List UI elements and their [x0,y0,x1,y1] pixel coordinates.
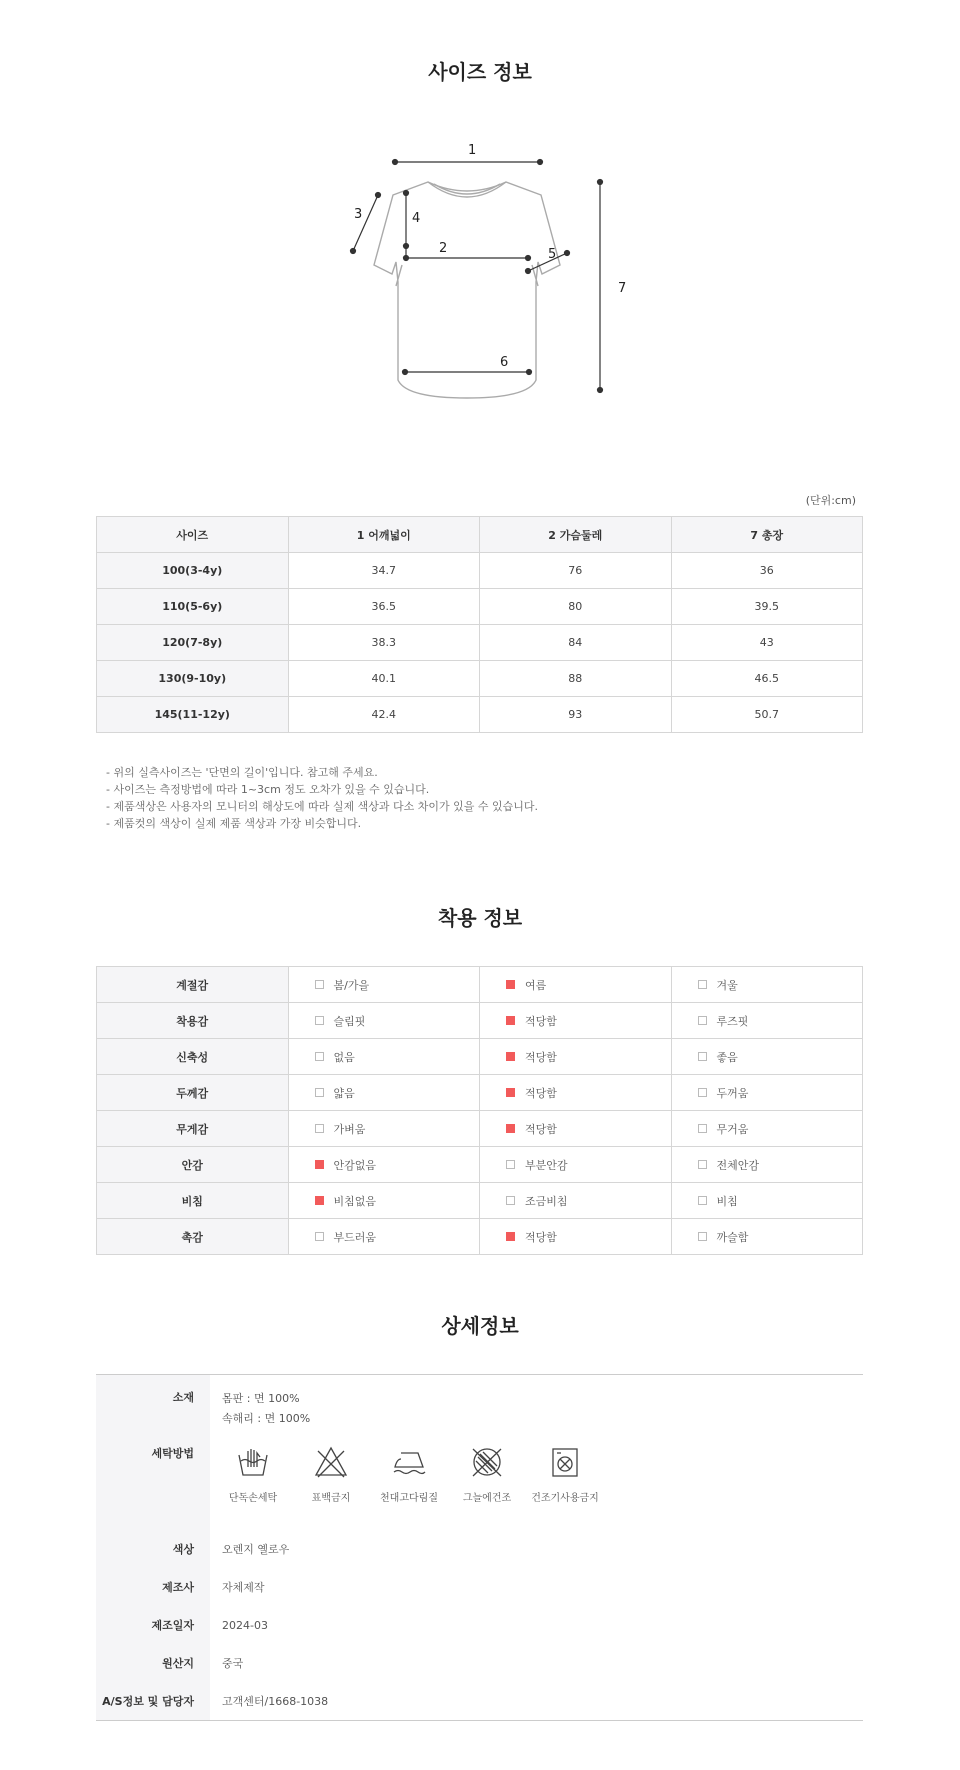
size-table-row [97,625,863,661]
material-line: 몸판 : 면 100% [222,1392,300,1405]
detail-value: 자체제작 [222,1581,265,1594]
checked-box-icon [506,1232,515,1241]
checked-box-icon [506,1124,515,1133]
wear-option-label: 안감없음 [333,1158,377,1172]
size-cell: 42.4 [288,697,480,733]
wear-option-label: 봄/가을 [333,978,370,992]
size-table-row [97,661,863,697]
wear-option-label: 루즈핏 [716,1014,749,1028]
wear-row [97,1075,863,1111]
size-table-row [97,553,863,589]
detail-value-washing [210,1429,863,1530]
size-cell: 76 [480,553,672,589]
unchecked-box-icon [698,1016,707,1025]
note-item: - 사이즈는 측정방법에 따라 1~3cm 정도 오차가 있을 수 있습니다. [106,783,430,796]
wash-icon-list [214,1445,863,1504]
unchecked-box-icon [698,1232,707,1241]
wear-option [671,1003,863,1039]
diagram-label-1: 1 [468,143,477,158]
checked-box-icon [506,1088,515,1097]
cloth-iron-icon [392,1445,426,1479]
size-unit-label: (단위:cm) [805,494,856,507]
detail-value: 2024-03 [222,1618,268,1632]
size-cell: 120(7-8y) [97,625,289,661]
wear-option [671,1219,863,1255]
detail-row-washing [96,1429,863,1530]
wear-option [671,1147,863,1183]
wear-option [671,1039,863,1075]
note-item: - 제품컷의 색상이 실제 제품 색상과 가장 비슷합니다. [106,817,362,830]
wear-row-label: 계절감 [97,967,289,1003]
size-info-title: 사이즈 정보 [428,60,532,84]
detail-label: 원산지 [96,1644,210,1682]
unchecked-box-icon [506,1196,515,1205]
wear-option-label: 겨울 [716,978,738,992]
unchecked-box-icon [315,1016,324,1025]
size-cell: 34.7 [288,553,480,589]
detail-row [96,1644,863,1682]
wear-option-label: 적당함 [525,1086,557,1100]
wash-item [526,1445,604,1504]
checked-box-icon [315,1160,324,1169]
wear-option-label: 무거움 [716,1122,749,1136]
detail-value: 중국 [222,1657,244,1670]
wash-item [292,1445,370,1504]
wear-row [97,1219,863,1255]
wear-option-label: 가벼움 [333,1122,366,1136]
unchecked-box-icon [698,980,707,989]
unchecked-box-icon [315,1124,324,1133]
wear-row [97,1147,863,1183]
wear-option [480,1003,672,1039]
unchecked-box-icon [315,980,324,989]
wear-row-label: 착용감 [97,1003,289,1039]
size-cell: 145(11-12y) [97,697,289,733]
note-item: - 제품색상은 사용자의 모니터의 해상도에 따라 실제 색상과 다소 차이가 있을 수 있습니다. [106,800,538,813]
wear-option-label: 비침없음 [333,1194,377,1208]
unchecked-box-icon [315,1088,324,1097]
wear-row [97,1111,863,1147]
wear-option-label: 여름 [525,978,547,992]
size-header-cell: 7 총장 [671,517,863,553]
no-bleach-icon [314,1445,348,1479]
wear-option [480,1219,672,1255]
size-cell: 80 [480,589,672,625]
wear-option [480,967,672,1003]
wear-option-label: 적당함 [525,1050,557,1064]
diagram-label-4: 4 [412,211,421,226]
size-cell: 46.5 [671,661,863,697]
size-table-row [97,589,863,625]
size-cell: 88 [480,661,672,697]
diagram-label-7: 7 [618,281,627,296]
wear-option [288,967,480,1003]
unchecked-box-icon [698,1052,707,1061]
wear-option-label: 슬림핏 [333,1014,366,1028]
wear-option [288,1039,480,1075]
size-table-row [97,697,863,733]
wear-option [671,967,863,1003]
checked-box-icon [506,1016,515,1025]
unchecked-box-icon [698,1088,707,1097]
hand-wash-icon [236,1445,270,1479]
wear-option [480,1111,672,1147]
size-cell: 36.5 [288,589,480,625]
wear-option [480,1039,672,1075]
unchecked-box-icon [315,1052,324,1061]
detail-row [96,1682,863,1720]
wear-option [671,1183,863,1219]
wear-option [288,1111,480,1147]
wear-option-label: 없음 [333,1050,355,1064]
wear-info-table [96,966,863,1255]
detail-label: 소재 [96,1375,210,1429]
size-cell: 38.3 [288,625,480,661]
wear-option-label: 좋음 [716,1050,738,1064]
wear-option [288,1147,480,1183]
wear-option-label: 적당함 [525,1230,557,1244]
wear-row-label: 무게감 [97,1111,289,1147]
material-line: 속해리 : 면 100% [222,1412,311,1425]
size-cell: 39.5 [671,589,863,625]
wear-option [671,1075,863,1111]
wash-caption: 건조기사용금지 [531,1493,599,1504]
wear-option [671,1111,863,1147]
shade-dry-icon [470,1445,504,1479]
diagram-label-2: 2 [439,241,448,256]
no-tumble-dry-icon [548,1445,582,1479]
wear-row [97,1039,863,1075]
detail-label: 제조일자 [96,1606,210,1644]
wear-row-label: 안감 [97,1147,289,1183]
wear-option [288,1075,480,1111]
checked-box-icon [315,1196,324,1205]
detail-label: 세탁방법 [96,1429,210,1530]
detail-row [96,1530,863,1568]
wear-option-label: 부드러움 [333,1230,377,1244]
wear-row-label: 촉감 [97,1219,289,1255]
size-header-cell: 사이즈 [97,517,289,553]
tshirt-measurement-diagram [330,140,630,430]
wash-caption: 천대고다림질 [380,1493,438,1504]
detail-row [96,1606,863,1644]
size-cell: 43 [671,625,863,661]
wear-option [480,1075,672,1111]
wear-option-label: 까슬함 [716,1230,749,1244]
unchecked-box-icon [698,1196,707,1205]
wash-item [370,1445,448,1504]
detail-label: 색상 [96,1530,210,1568]
unchecked-box-icon [506,1160,515,1169]
diagram-label-3: 3 [354,207,363,222]
wear-row-label: 비침 [97,1183,289,1219]
diagram-label-5: 5 [548,247,557,262]
checked-box-icon [506,980,515,989]
wear-option [288,1003,480,1039]
size-cell: 100(3-4y) [97,553,289,589]
detail-info-table [96,1374,863,1721]
wear-option-label: 얇음 [333,1086,355,1100]
wash-caption: 그늘에건조 [462,1493,512,1504]
detail-value: 오렌지 옐로우 [222,1543,290,1556]
size-header-cell: 2 가슴둘레 [480,517,672,553]
size-cell: 93 [480,697,672,733]
detail-label: A/S정보 및 담당자 [96,1682,210,1720]
size-header-cell: 1 어깨넓이 [288,517,480,553]
wear-row [97,967,863,1003]
wear-option-label: 적당함 [525,1014,557,1028]
size-table [96,516,863,733]
wear-row [97,1003,863,1039]
detail-info-title: 상세정보 [441,1314,519,1338]
wear-option-label: 두꺼움 [716,1086,749,1100]
unchecked-box-icon [315,1232,324,1241]
size-cell: 84 [480,625,672,661]
wear-row [97,1183,863,1219]
size-cell: 110(5-6y) [97,589,289,625]
wear-option [288,1183,480,1219]
size-cell: 40.1 [288,661,480,697]
wash-item [214,1445,292,1504]
size-table-header-row [97,517,863,553]
note-item: - 위의 실측사이즈는 '단면의 길이'입니다. 참고해 주세요. [106,766,378,779]
wear-option [480,1183,672,1219]
wash-caption: 표백금지 [311,1493,351,1504]
size-cell: 130(9-10y) [97,661,289,697]
diagram-label-6: 6 [500,355,509,370]
wear-row-label: 신축성 [97,1039,289,1075]
wash-caption: 단독손세탁 [228,1493,278,1504]
detail-label: 제조사 [96,1568,210,1606]
unchecked-box-icon [698,1124,707,1133]
wear-option-label: 전체안감 [716,1158,760,1172]
detail-value-material [210,1375,863,1429]
detail-row [96,1568,863,1606]
wear-option-label: 부분안감 [525,1158,568,1172]
checked-box-icon [506,1052,515,1061]
wear-info-title: 착용 정보 [437,906,523,930]
wash-item [448,1445,526,1504]
wear-row-label: 두께감 [97,1075,289,1111]
unchecked-box-icon [698,1160,707,1169]
wear-option-label: 적당함 [525,1122,557,1136]
wear-option-label: 조금비침 [525,1194,568,1208]
size-cell: 36 [671,553,863,589]
size-cell: 50.7 [671,697,863,733]
wear-option [480,1147,672,1183]
wear-option-label: 비침 [716,1194,738,1208]
detail-value: 고객센터/1668-1038 [222,1695,329,1708]
wear-option [288,1219,480,1255]
detail-row-material [96,1375,863,1429]
size-notes [106,764,538,832]
